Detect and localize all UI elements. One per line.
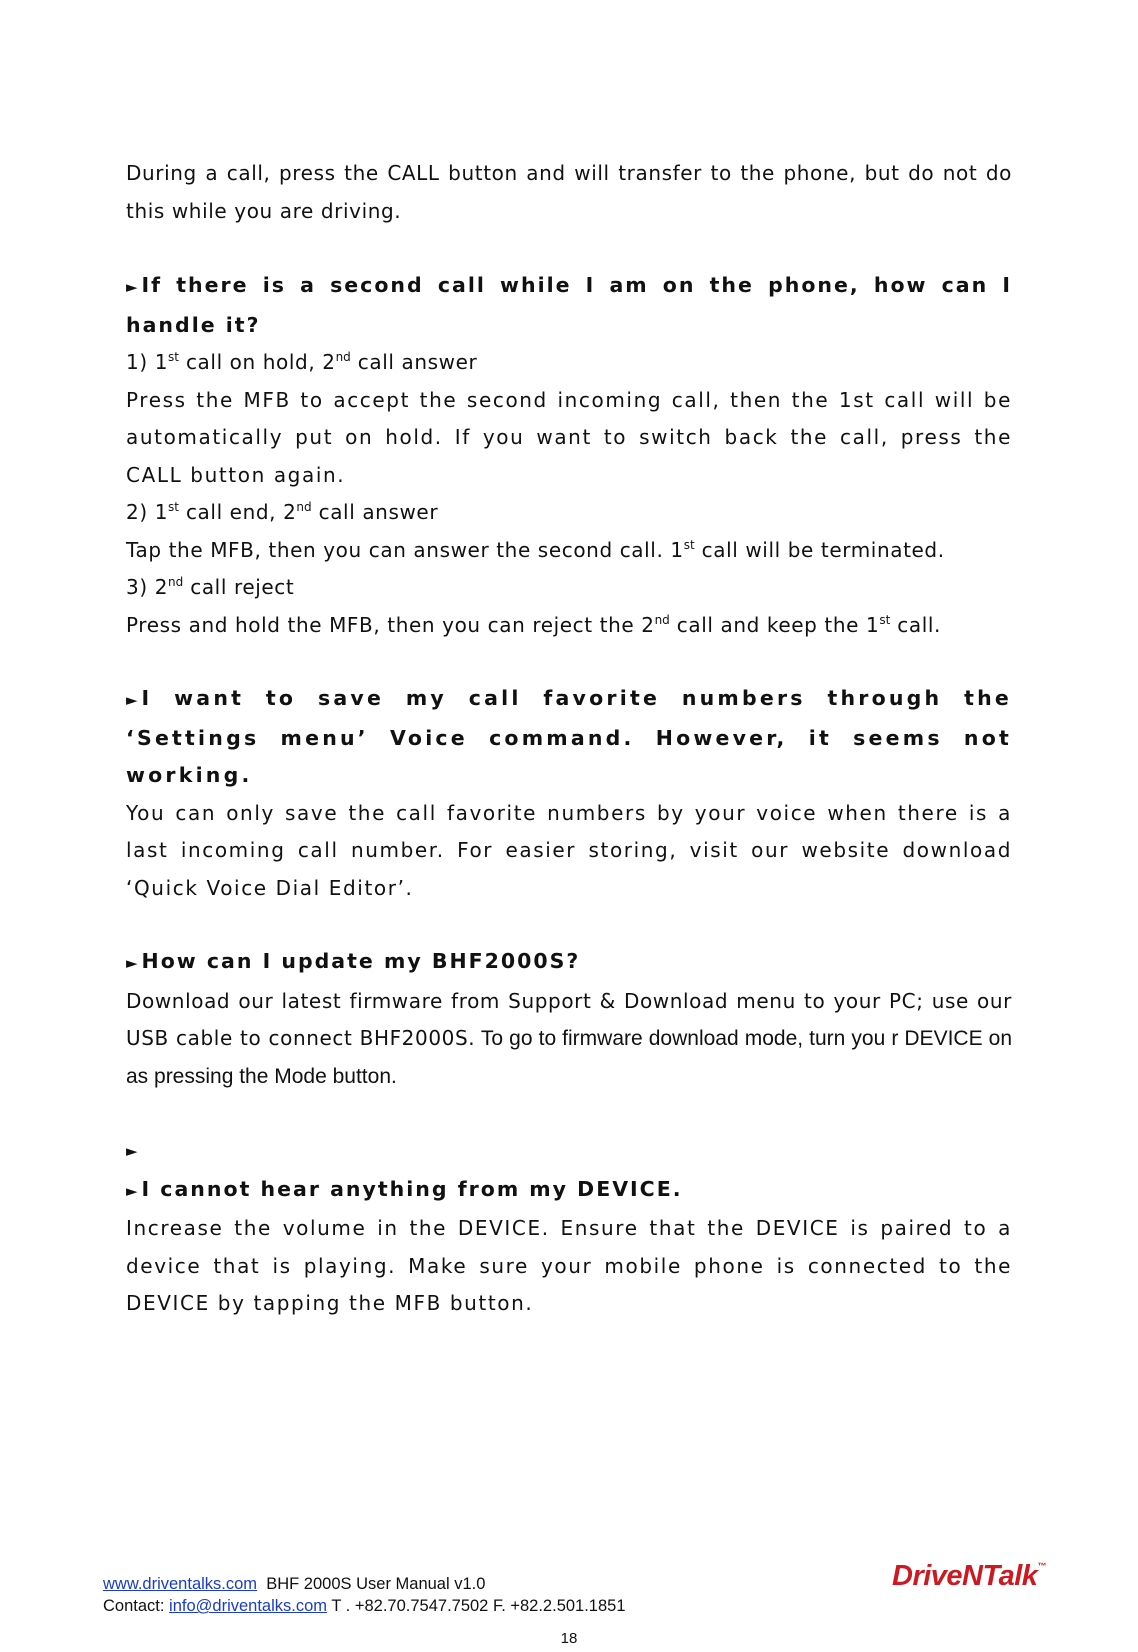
arrow-icon: ► bbox=[126, 954, 138, 972]
arrow-icon: ► bbox=[126, 1181, 138, 1200]
faq-no-sound-question: I cannot hear anything from my DEVICE. bbox=[141, 1176, 683, 1201]
arrow-icon: ► bbox=[126, 691, 138, 709]
website-link[interactable]: www.driventalks.com bbox=[103, 1575, 258, 1593]
item1-description: Press the MFB to accept the second incoming call, then the 1st call will be automatically put on hold. If you want to switch back the call, press the CALL button again. bbox=[126, 387, 1012, 487]
arrow-icon: ► bbox=[126, 278, 138, 296]
intro-paragraph: During a call, press the CALL button and will transfer to the phone, but do not do this while you are driving. bbox=[126, 161, 1012, 223]
page-footer bbox=[103, 1573, 626, 1617]
faq-no-sound-answer: Increase the volume in the DEVICE. Ensure that the DEVICE is paired to a device that is playing. Make sure your mobile phone is connected to the DEVICE by tapping the MFB button. bbox=[126, 1216, 1012, 1315]
faq-no-sound-heading bbox=[126, 1171, 1012, 1211]
contact-label: Contact: bbox=[103, 1597, 170, 1615]
faq-voice-command-answer: You can only save the call favorite numbers by your voice when there is a last incoming call number. For easier storing, visit our website download ‘Quick Voice Dial Editor’. bbox=[126, 800, 1012, 900]
faq-second-call-question: If there is a second call while I am on the phone, how can I handle it? bbox=[126, 273, 1012, 337]
drivental-logo: DriveNTalk™ bbox=[892, 1560, 1047, 1592]
page-number: 18 bbox=[560, 1630, 578, 1647]
faq-voice-command-heading bbox=[126, 680, 1012, 795]
faq-update-question: How can I update my BHF2000S? bbox=[141, 949, 581, 973]
item2-title: 2) 1st call end, 2nd call answer bbox=[126, 500, 439, 524]
manual-title: BHF 2000S User Manual v1.0 bbox=[266, 1575, 486, 1593]
phone-fax: T . +82.70.7547.7502 F. +82.2.501.1851 bbox=[327, 1597, 626, 1615]
faq-voice-command-question: I want to save my call favorite numbers through the ‘Settings menu’ Voice command. However, it seems not working. bbox=[126, 686, 1012, 787]
email-link[interactable]: info@driventalks.com bbox=[169, 1597, 328, 1615]
item3-title: 3) 2nd call reject bbox=[126, 575, 295, 599]
faq-second-call-heading bbox=[126, 267, 1012, 344]
faq-update-answer: Download our latest firmware from Support & Download menu to your PC; use our USB cable to connect BHF2000S. To go to firmware download mode, turn you r DEVICE on as pressing the Mode button. bbox=[126, 988, 1013, 1088]
item2-description: Tap the MFB, then you can answer the second call. 1st call will be terminated. bbox=[126, 537, 945, 562]
footer-line-1 bbox=[103, 1573, 626, 1595]
arrow-icon: ► bbox=[126, 1142, 138, 1160]
item1-title: 1) 1st call on hold, 2nd call answer bbox=[126, 350, 478, 374]
item3-description: Press and hold the MFB, then you can reject the 2nd call and keep the 1st call. bbox=[126, 612, 941, 637]
faq-update-heading bbox=[126, 943, 1012, 983]
page-content bbox=[126, 155, 1012, 1323]
footer-line-2 bbox=[103, 1595, 626, 1617]
stray-arrow bbox=[126, 1131, 1012, 1171]
